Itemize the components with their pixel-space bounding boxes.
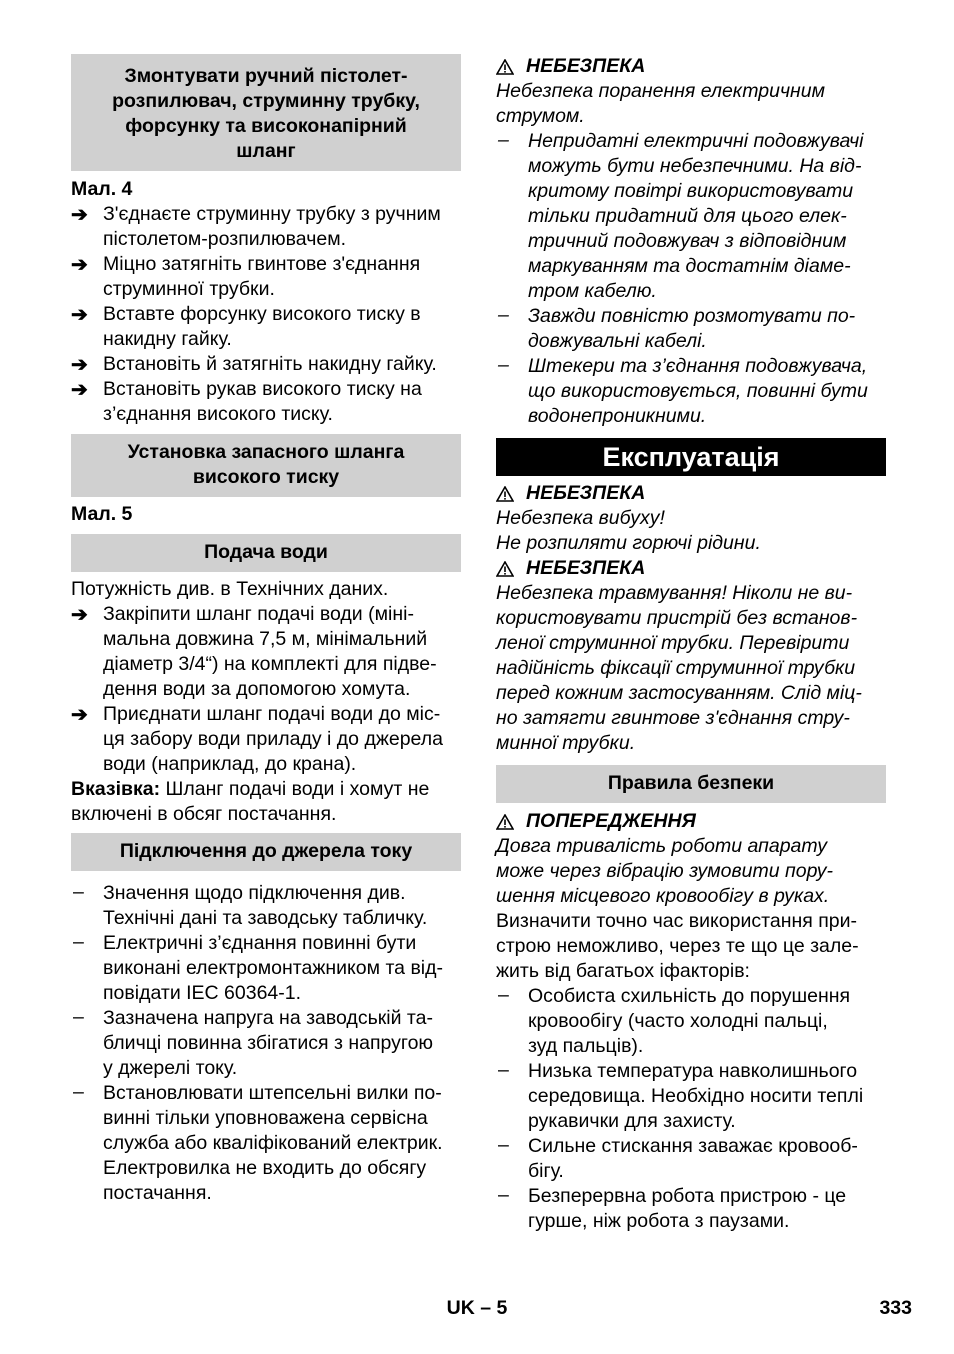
heading-water-supply — [71, 534, 461, 572]
dash-item — [496, 984, 886, 1059]
dash-item — [71, 1081, 461, 1206]
warning-text: шення місцевого кровообігу в руках. — [496, 885, 830, 907]
section-title-operation: Експлуатація — [496, 438, 886, 476]
dash-text: Непридатні електричні подовжувачі — [528, 130, 864, 152]
dash-text: Значення щодо підключення див. — [103, 882, 406, 904]
water-intro: Потужність див. в Технічних даних. — [71, 578, 389, 600]
warning-danger-explosion — [496, 481, 886, 506]
step-text: Вставте форсунку високого тиску в — [103, 303, 421, 325]
figure-ref-5: Мал. 5 — [71, 503, 133, 525]
step-item — [71, 252, 461, 302]
warning-text: надійність фіксації струминної трубки — [496, 657, 856, 679]
warning-label: ПОПЕРЕДЖЕННЯ — [526, 810, 696, 832]
dash-text: довжувальні кабелі. — [528, 330, 707, 352]
warning-triangle-icon — [496, 59, 514, 75]
step-item — [71, 302, 461, 352]
heading-line: форсунку та високонапірний — [125, 115, 407, 137]
dash-text: гурше, ніж робота з паузами. — [528, 1210, 790, 1232]
dash-item — [496, 1184, 886, 1234]
dash-item — [71, 931, 461, 1006]
step-text: води (наприклад, до крана). — [103, 753, 357, 775]
step-item — [71, 377, 461, 427]
arrow-right-icon: ➔ — [71, 304, 88, 326]
warning-text: Небезпека вибуху! — [496, 507, 665, 529]
dash-text: бличці повинна збігатися з напругою — [103, 1032, 434, 1054]
step-text: струминної трубки. — [103, 278, 275, 300]
arrow-right-icon: ➔ — [71, 254, 88, 276]
dash-text: що використовується, повинні бути — [528, 380, 868, 402]
heading-line: Подача води — [204, 541, 328, 563]
dash-text: виконані електромонтажником та від- — [103, 957, 444, 979]
dash-text: маркуванням та достатнім діаме- — [528, 255, 851, 277]
dash-bullet: – — [498, 1059, 509, 1081]
step-text: Встановіть й затягніть накидну гайку. — [103, 353, 437, 375]
step-item — [71, 202, 461, 252]
dash-text: бігу. — [528, 1160, 564, 1182]
dash-text: середовища. Необхідно носити теплі — [528, 1085, 864, 1107]
dash-text: винні тільки уповноважена сервісна — [103, 1107, 428, 1129]
dash-text: тільки придатний для цього елек- — [528, 205, 847, 227]
dash-bullet: – — [498, 354, 509, 376]
dash-text: Завжди повністю розмотувати по- — [528, 305, 856, 327]
dash-text: постачання. — [103, 1182, 212, 1204]
dash-bullet: – — [498, 984, 509, 1006]
warning-danger-electric — [496, 54, 886, 79]
dash-text: критому повітрі використовувати — [528, 180, 854, 202]
warning-text: перед кожним застосуванням. Слід міц- — [496, 682, 862, 704]
steps-mount — [71, 202, 461, 427]
dash-item — [496, 1134, 886, 1184]
paragraph-line: строю неможливо, через те що це зале- — [496, 935, 859, 957]
arrow-right-icon: ➔ — [71, 704, 88, 726]
warning-text: струмом. — [496, 105, 585, 127]
dash-item — [71, 881, 461, 931]
heading-mount-gun — [71, 54, 461, 171]
dash-text: повідати IEC 60364-1. — [103, 982, 302, 1004]
warning-text: Небезпека травмування! Ніколи не ви- — [496, 582, 853, 604]
dash-text: Сильне стискання заважає кровооб- — [528, 1135, 858, 1157]
dash-text: Безперервна робота пристрою - це — [528, 1185, 847, 1207]
dash-text: Електровилка не входить до обсягу — [103, 1157, 427, 1179]
heading-spare-hose — [71, 434, 461, 497]
paragraph-line: Визначити точно час використання при- — [496, 910, 858, 932]
note — [71, 777, 461, 802]
step-text: з’єднання високого тиску. — [103, 403, 333, 425]
dash-text: служба або кваліфікований електрик. — [103, 1132, 443, 1154]
dash-text: кровообігу (часто холодні пальці, — [528, 1010, 828, 1032]
heading-line: розпилювач, струминну трубку, — [112, 90, 420, 112]
dash-item — [496, 129, 886, 304]
step-text: З'єднаєте струминну трубку з ручним — [103, 203, 441, 225]
arrow-right-icon: ➔ — [71, 379, 88, 401]
dash-text: тром кабелю. — [528, 280, 657, 302]
step-item — [71, 602, 461, 702]
heading-line: Установка запасного шланга — [127, 441, 405, 463]
note-text-2: включені в обсяг постачання. — [71, 803, 337, 825]
dash-item — [496, 1059, 886, 1134]
dash-text: рукавички для захисту. — [528, 1110, 736, 1132]
warning-label: НЕБЕЗПЕКА — [526, 482, 646, 504]
dash-bullet: – — [498, 1134, 509, 1156]
dash-bullet: – — [498, 129, 509, 151]
warning-text: минної трубки. — [496, 732, 636, 754]
step-text: пістолетом-розпилювачем. — [103, 228, 347, 250]
warning-label: НЕБЕЗПЕКА — [526, 557, 646, 579]
heading-line: високого тиску — [192, 466, 340, 488]
dash-text: Електричні з’єднання повинні бути — [103, 932, 417, 954]
dash-text: Низька температура навколишнього — [528, 1060, 858, 1082]
step-text: Міцно затягніть гвинтове з'єднання — [103, 253, 421, 275]
arrow-right-icon: ➔ — [71, 354, 88, 376]
step-text: мальна довжина 7,5 м, мінімальний — [103, 628, 428, 650]
step-text: Встановіть рукав високого тиску на — [103, 378, 422, 400]
warning-triangle-icon — [496, 561, 514, 577]
heading-line: Підключення до джерела току — [119, 840, 413, 862]
step-text: ця забору води приладу і до джерела — [103, 728, 443, 750]
heading-safety-rules — [496, 765, 886, 803]
step-item — [71, 702, 461, 777]
page-number: 333 — [879, 1297, 912, 1319]
warning-text: леної струминної трубки. Перевірити — [496, 632, 850, 654]
footer-section-label: UK – 5 — [446, 1297, 508, 1319]
arrow-right-icon: ➔ — [71, 204, 88, 226]
warning-label: НЕБЕЗПЕКА — [526, 55, 646, 77]
note-label: Вказівка: — [71, 778, 161, 800]
arrow-right-icon: ➔ — [71, 604, 88, 626]
dash-text: водонепроникними. — [528, 405, 707, 427]
dash-bullet: – — [498, 304, 509, 326]
heading-line: Змонтувати ручний пістолет- — [124, 65, 408, 87]
step-text: Закріпити шланг подачі води (міні- — [103, 603, 414, 625]
dash-text: тричний подовжувач з відповідним — [528, 230, 847, 252]
dash-bullet: – — [73, 1081, 84, 1103]
dash-text: Особиста схильність до порушення — [528, 985, 851, 1007]
right-column — [496, 54, 886, 1234]
dash-text: у джерелі току. — [103, 1057, 238, 1079]
dash-item — [496, 304, 886, 354]
dash-item — [71, 1006, 461, 1081]
dash-bullet: – — [73, 1006, 84, 1028]
heading-line: Правила безпеки — [607, 772, 775, 794]
dash-text: Зазначена напруга на заводській та- — [103, 1007, 433, 1029]
dash-bullet: – — [498, 1184, 509, 1206]
heading-power-connection — [71, 833, 461, 871]
warning-text: Не розпиляти горючі рідини. — [496, 532, 761, 554]
warning-text: користовувати пристрій без встанов- — [496, 607, 858, 629]
dash-text: Технічні дані та заводську табличку. — [103, 907, 428, 929]
step-text: дення води за допомогою хомута. — [103, 678, 411, 700]
dash-text: Штекери та з’єднання подовжувача, — [528, 355, 868, 377]
dash-text: можуть бути небезпечними. На від- — [528, 155, 862, 177]
heading-line: шланг — [236, 140, 296, 162]
dash-text: зуд пальців). — [528, 1035, 644, 1057]
warning-triangle-icon — [496, 814, 514, 830]
step-text: Приєднати шланг подачі води до міс- — [103, 703, 441, 725]
warning-caution-vibration — [496, 809, 886, 834]
step-item — [71, 352, 461, 377]
note-text: Шланг подачі води і хомут не — [160, 778, 430, 800]
step-text: діаметр 3/4“) на комплекті для підве- — [103, 653, 437, 675]
step-text: накидну гайку. — [103, 328, 232, 350]
left-column — [71, 54, 461, 1206]
figure-ref-4: Мал. 4 — [71, 178, 133, 200]
dash-item — [496, 354, 886, 429]
warning-text: Довга тривалість роботи апарату — [496, 835, 827, 857]
warning-text: Небезпека поранення електричним — [496, 80, 825, 102]
dash-bullet: – — [73, 881, 84, 903]
warning-text: може через вібрацію зумовити пору- — [496, 860, 834, 882]
warning-danger-injury — [496, 556, 886, 581]
dash-bullet: – — [73, 931, 84, 953]
paragraph-line: жить від багатьох іфакторів: — [496, 960, 750, 982]
warning-triangle-icon — [496, 486, 514, 502]
dash-text: Встановлювати штепсельні вилки по- — [103, 1082, 442, 1104]
warning-text: но затягти гвинтове з'єднання стру- — [496, 707, 850, 729]
